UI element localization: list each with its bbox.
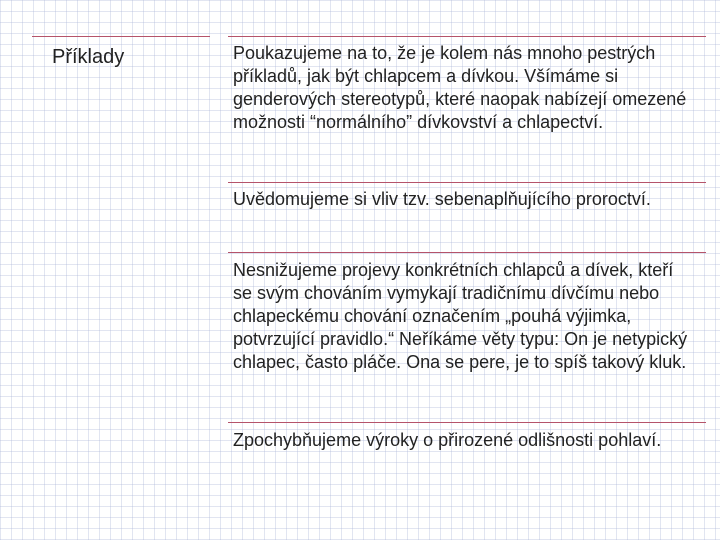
paragraph-exceptions: Nesnižujeme projevy konkrétních chlapců a dívek, kteří se svým chováním vymykají tradičnímu dívčímu nebo chlapeckému chování označením „pouhá výjimka, potvrzující pravidlo.“ Neříkáme věty typu: On je netypický chlapec, často pláče. Ona se pere, je to spíš takový kluk. <box>233 260 688 372</box>
divider-3 <box>228 422 706 423</box>
divider-top-left <box>32 36 210 37</box>
divider-top-right <box>228 36 706 37</box>
paragraph-examples: Poukazujeme na to, že je kolem nás mnoho pestrých příkladů, jak být chlapcem a dívkou. Všímáme si genderových stereotypů, které naopak nabízejí omezené možnosti “normálního” dívkovství a chlapectví. <box>233 43 687 132</box>
slide-title: Příklady <box>52 46 125 68</box>
paragraph-natural-differences: Zpochybňujeme výroky o přirozené odlišnosti pohlaví. <box>233 430 662 450</box>
paragraph-self-fulfilling-prophecy: Uvědomujeme si vliv tzv. sebenaplňujícího proroctví. <box>233 189 651 209</box>
divider-2 <box>228 252 706 253</box>
divider-1 <box>228 182 706 183</box>
